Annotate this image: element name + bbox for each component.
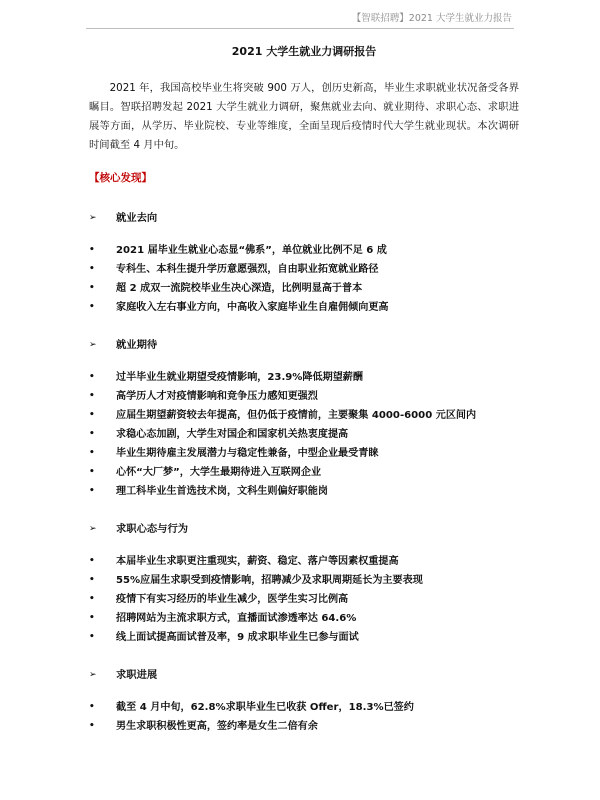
finding-text: 2021 届毕业生就业心态显“佛系”，单位就业比例不足 6 成 (116, 245, 387, 256)
bullet-icon: • (89, 467, 95, 477)
list-item (89, 241, 519, 260)
bullet-icon: • (89, 556, 95, 566)
finding-text: 高学历人才对疫情影响和竞争压力感知更强烈 (116, 391, 318, 402)
list-item (89, 260, 519, 279)
list-item (89, 628, 519, 647)
finding-text: 招聘网站为主流求职方式，直播面试渗透率达 64.6% (116, 613, 357, 624)
list-item (89, 298, 519, 317)
bullet-icon: • (89, 613, 95, 623)
finding-text: 心怀“大厂梦”，大学生最期待进入互联网企业 (116, 467, 322, 478)
arrow-bullet-icon: ➢ (89, 670, 97, 680)
list-item (89, 571, 519, 590)
finding-text: 理工科毕业生首选技术岗，文科生则偏好职能岗 (116, 486, 328, 497)
bullet-icon: • (89, 372, 95, 382)
list-item (89, 463, 519, 482)
section-title: 求职进展 (116, 669, 158, 681)
finding-text: 截至 4 月中旬，62.8%求职毕业生已收获 Offer，18.3%已签约 (116, 702, 414, 713)
page-header: 【智联招聘】2021 大学生就业力报告 (351, 13, 512, 24)
finding-text: 本届毕业生求职更注重现实，薪资、稳定、落户等因素权重提高 (116, 556, 399, 567)
finding-list (89, 552, 519, 647)
finding-text: 疫情下有实习经历的毕业生减少，医学生实习比例高 (116, 594, 349, 605)
list-item (89, 609, 519, 628)
section-heading (89, 521, 519, 537)
finding-text: 55%应届生求职受到疫情影响，招聘减少及求职周期延长为主要表现 (116, 575, 423, 586)
arrow-bullet-icon: ➢ (89, 524, 97, 534)
bullet-icon: • (89, 632, 95, 642)
finding-list (89, 698, 519, 736)
bullet-icon: • (89, 575, 95, 585)
finding-text: 男生求职积极性更高，签约率是女生二倍有余 (116, 721, 318, 732)
list-item (89, 387, 519, 406)
section-title: 就业期待 (116, 339, 158, 351)
list-item (89, 368, 519, 387)
bullet-icon: • (89, 721, 95, 731)
bullet-icon: • (89, 486, 95, 496)
arrow-bullet-icon: ➢ (89, 213, 97, 223)
core-findings-label: 【核心发现】 (89, 172, 152, 184)
section-heading (89, 667, 519, 683)
bullet-icon: • (89, 245, 95, 255)
list-item (89, 425, 519, 444)
bullet-icon: • (89, 429, 95, 439)
finding-list (89, 241, 519, 317)
finding-text: 专科生、本科生提升学历意愿强烈，自由职业拓宽就业路径 (116, 264, 379, 275)
section-4 (89, 667, 519, 736)
list-item (89, 482, 519, 501)
header-rule (86, 28, 514, 29)
list-item (89, 717, 519, 736)
section-title: 就业去向 (116, 212, 158, 224)
finding-text: 应届生期望薪资较去年提高，但仍低于疫情前，主要聚集 4000-6000 元区间内 (116, 410, 477, 421)
document-title: 2021 大学生就业力调研报告 (231, 45, 377, 58)
section-3 (89, 521, 519, 647)
finding-text: 求稳心态加剧，大学生对国企和国家机关热衷度提高 (116, 429, 349, 440)
finding-text: 过半毕业生就业期望受疫情影响，23.9%降低期望薪酬 (116, 372, 363, 383)
bullet-icon: • (89, 702, 95, 712)
bullet-icon: • (89, 594, 95, 604)
section-1 (89, 210, 519, 317)
section-2 (89, 337, 519, 501)
bullet-icon: • (89, 283, 95, 293)
finding-text: 超 2 成双一流院校毕业生决心深造，比例明显高于普本 (116, 283, 363, 294)
bullet-icon: • (89, 410, 95, 420)
bullet-icon: • (89, 264, 95, 274)
section-title: 求职心态与行为 (116, 523, 189, 535)
finding-text: 线上面试提高面试普及率，9 成求职毕业生已参与面试 (116, 632, 359, 643)
list-item (89, 552, 519, 571)
list-item (89, 279, 519, 298)
finding-text: 毕业生期待雇主发展潜力与稳定性兼备，中型企业最受青睐 (116, 448, 379, 459)
sections-container (89, 210, 519, 736)
arrow-bullet-icon: ➢ (89, 340, 97, 350)
list-item (89, 444, 519, 463)
bullet-icon: • (89, 302, 95, 312)
intro-paragraph: 2021 年，我国高校毕业生将突破 900 万人，创历史新高，毕业生求职就业状况备受各界瞩目。智联招聘发起 2021 大学生就业力调研，聚焦就业去向、就业期待、求职心态、求职进展等方面，从学历、毕业院校、专业等维度，全面呈现后疫情时代大学生就业现状。本次调研时间截至 4 月中旬。 (89, 82, 519, 151)
list-item (89, 698, 519, 717)
section-heading (89, 337, 519, 353)
list-item (89, 406, 519, 425)
list-item (89, 590, 519, 609)
finding-text: 家庭收入左右事业方向，中高收入家庭毕业生自雇佣倾向更高 (116, 302, 389, 313)
section-heading (89, 210, 519, 226)
bullet-icon: • (89, 391, 95, 401)
document-body (89, 43, 519, 756)
bullet-icon: • (89, 448, 95, 458)
finding-list (89, 368, 519, 501)
